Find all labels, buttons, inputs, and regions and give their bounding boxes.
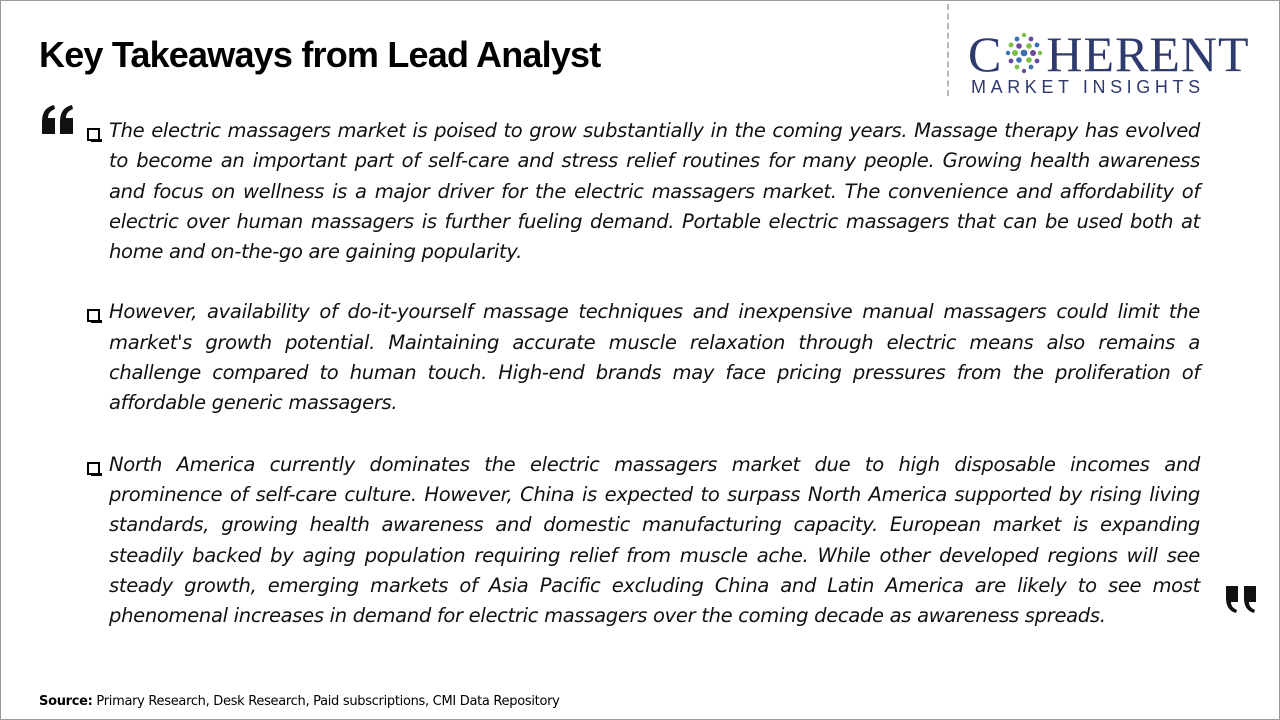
logo-letter-c: C [968,26,1003,82]
source-note [39,694,560,709]
takeaway-text: However, availability of do-it-yourself massage techniques and inexpensive manual massagers could limit the market's growth potential. Maintaining accurate muscle relaxation through electric means also remains a challenge compared to human touch. High-end brands may face pricing pressures from the proliferation of affordable generic massagers. [109,300,1200,415]
quote-open-icon [40,104,76,136]
list-item [86,116,1200,267]
takeaway-text: North America currently dominates the electric massagers market due to high disposable incomes and prominence of self-care culture. However, China is expected to surpass North America supported by rising living standards, growing health awareness and domestic manufacturing capacity. European market is expanding steadily backed by aging population requiring relief from muscle ache. While other developed regions will see steady growth, emerging markets of Asia Pacific excluding China and Latin America are likely to see most phenomenal increases in demand for electric massagers over the coming decade as awareness spreads. [109,452,1200,628]
checkbox-bullet-icon [87,309,100,322]
source-label: Source: [39,694,93,709]
checkbox-bullet-icon [87,128,100,141]
logo-wordmark [968,28,1250,80]
page-title: Key Takeaways from Lead Analyst [39,34,601,75]
checkbox-bullet-icon [87,462,100,475]
quote-close-icon [1225,585,1259,615]
coherent-logo [968,28,1263,100]
list-item [86,297,1200,418]
logo-tagline: MARKET INSIGHTS [971,77,1205,97]
list-item [86,450,1200,632]
takeaway-text: The electric massagers market is poised to grow substantially in the coming years. Massage therapy has evolved to become an important part of self-care and stress relief routines for many people. Growing health awareness and focus on wellness is a major driver for the electric massagers market. The convenience and affordability of electric over human massagers is further fueling demand. Portable electric massagers that can be used both at home and on-the-go are gaining popularity. [109,119,1200,264]
logo-globe-icon [1003,28,1045,78]
logo-letters-herent: HERENT [1046,26,1250,82]
source-text: Primary Research, Desk Research, Paid subscriptions, CMI Data Repository [92,694,560,709]
header-divider [947,4,949,96]
takeaways-list [86,116,1200,631]
